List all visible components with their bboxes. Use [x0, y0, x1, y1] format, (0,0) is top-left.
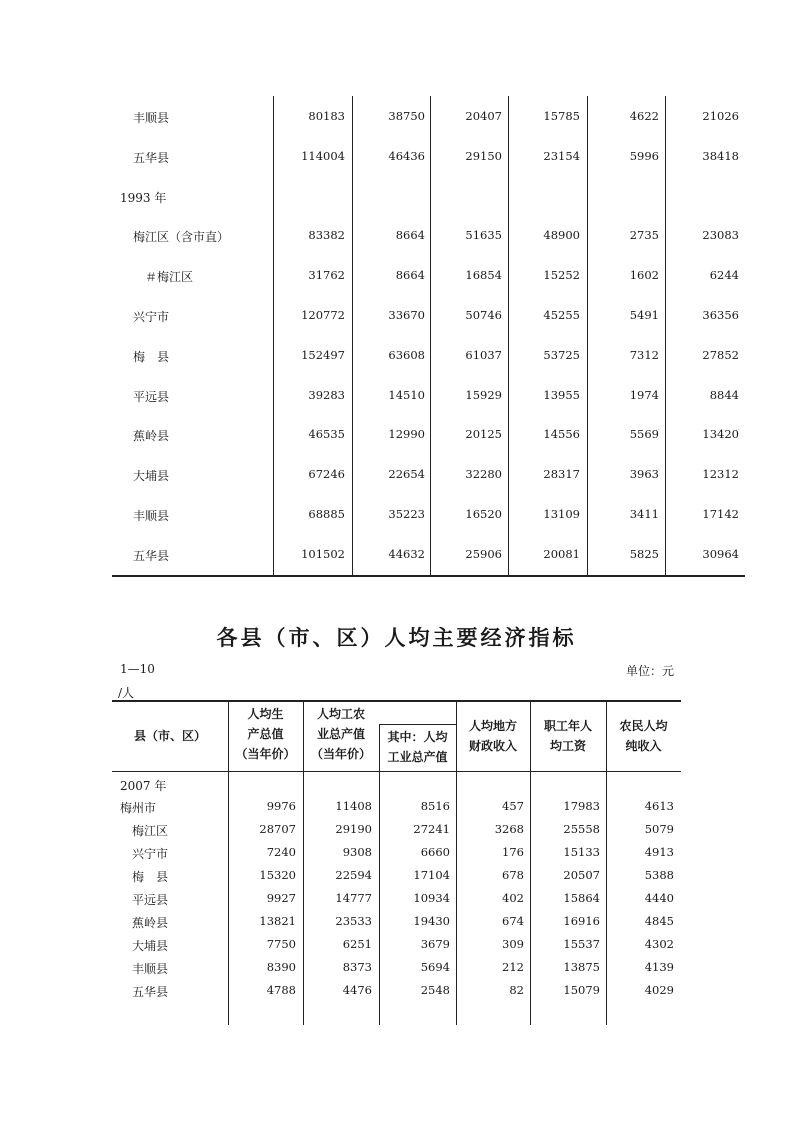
- table-cell: 4622: [629, 109, 659, 123]
- header-fiscal-line: 财政收入: [468, 739, 517, 753]
- table-cell: 32280: [465, 467, 502, 482]
- table-cell: 8664: [395, 228, 425, 243]
- table-cell: 30964: [702, 546, 739, 561]
- table-cell: 678: [502, 868, 524, 882]
- header-farmer-line: 纯收入: [625, 739, 662, 753]
- table-cell: 17983: [563, 799, 600, 813]
- table-cell: 48900: [543, 228, 580, 243]
- year-label: 2007 年: [120, 779, 167, 793]
- row-label: 蕉岭县: [132, 916, 169, 930]
- table-cell: 63608: [388, 347, 425, 362]
- table-cell: 101502: [301, 546, 345, 561]
- table-cell: 21026: [702, 109, 739, 123]
- row-label: 丰顺县: [133, 509, 170, 523]
- table-cell: 15785: [543, 109, 580, 123]
- table-cell: 176: [502, 845, 524, 859]
- table-cell: 14556: [543, 427, 580, 442]
- column-rule: [508, 96, 509, 575]
- table-cell: 67246: [308, 467, 345, 482]
- table-cell: 5388: [644, 868, 674, 882]
- header-bottom-rule: [112, 771, 681, 772]
- header-sub-rule: [379, 724, 456, 725]
- table-cell: 3268: [494, 822, 524, 836]
- row-label: 梅州市: [120, 801, 157, 815]
- table-cell: 23154: [543, 148, 580, 163]
- table-cell: 53725: [543, 347, 580, 362]
- row-label: 五华县: [133, 150, 170, 165]
- table-cell: 6244: [709, 268, 739, 283]
- table-number: 1—10: [120, 662, 155, 676]
- table-cell: 39283: [308, 387, 345, 402]
- row-label: 梅 县: [132, 870, 169, 884]
- header-wage-line: 职工年人: [543, 719, 592, 733]
- table-cell: 27241: [413, 822, 450, 836]
- table-cell: 1602: [629, 268, 659, 283]
- table-cell: 4029: [644, 983, 674, 997]
- table-cell: 4913: [644, 845, 674, 859]
- table-cell: 4788: [266, 983, 296, 997]
- row-label: 丰顺县: [133, 111, 170, 125]
- table-cell: 4613: [644, 799, 674, 813]
- table-cell: 82: [509, 983, 524, 997]
- table-cell: 23083: [702, 228, 739, 243]
- table-cell: 8664: [395, 268, 425, 283]
- header-county: 县（市、区）: [133, 729, 206, 743]
- header-farmer-line: 农民人均: [619, 719, 668, 733]
- table-cell: 20125: [465, 427, 502, 442]
- table-cell: 16854: [465, 268, 502, 283]
- table-bottom-rule: [112, 575, 745, 577]
- table-top-rule: [112, 700, 681, 702]
- table-cell: 27852: [702, 347, 739, 362]
- row-label: 兴宁市: [132, 847, 169, 861]
- table-cell: 31762: [308, 268, 345, 283]
- table-cell: 25906: [465, 546, 502, 561]
- table-cell: 51635: [465, 228, 502, 243]
- table-cell: 457: [502, 799, 524, 813]
- section-title: 各县（市、区）人均主要经济指标: [216, 626, 577, 650]
- table-cell: 15929: [465, 387, 502, 402]
- table-cell: 2735: [629, 228, 659, 243]
- table-cell: 44632: [388, 546, 425, 561]
- table-cell: 29150: [465, 148, 502, 163]
- table-cell: 6660: [420, 845, 450, 859]
- table-cell: 212: [502, 960, 524, 974]
- header-industrial: [379, 727, 456, 767]
- header-gdp: [228, 704, 303, 764]
- table-cell: 29190: [335, 822, 372, 836]
- table-cell: 309: [502, 937, 524, 951]
- table-cell: 20507: [563, 868, 600, 882]
- table-cell: 17142: [702, 507, 739, 521]
- column-rule: [587, 96, 588, 575]
- column-rule: [430, 96, 431, 575]
- table-cell: 50746: [465, 308, 502, 322]
- table-cell: 68885: [308, 507, 345, 521]
- header-wage-line: 均工资: [549, 739, 586, 753]
- header-agri-ind: [303, 704, 379, 764]
- table-cell: 2548: [420, 983, 450, 997]
- table-cell: 13955: [543, 387, 580, 402]
- header-wage: [530, 716, 606, 756]
- table-cell: 11408: [335, 799, 372, 813]
- table-cell: 13420: [702, 427, 739, 442]
- table-cell: 17104: [413, 868, 450, 882]
- table-cell: 3963: [629, 467, 659, 482]
- header-fiscal: [456, 716, 530, 756]
- table-cell: 3411: [629, 507, 659, 521]
- header-industrial-line: 工业总产值: [387, 750, 448, 764]
- column-rule: [352, 96, 353, 575]
- table-cell: 19430: [413, 914, 450, 928]
- header-agri-ind-line: （当年价）: [310, 747, 371, 761]
- table-cell: 46436: [388, 148, 425, 163]
- row-label: 兴宁市: [133, 310, 170, 324]
- table-cell: 15320: [259, 868, 296, 882]
- header-agri-ind-line: 人均工农: [316, 707, 365, 721]
- row-label: 五华县: [133, 548, 170, 563]
- table-cell: 5825: [629, 546, 659, 561]
- table-cell: 14510: [388, 387, 425, 402]
- table-cell: 3679: [420, 937, 450, 951]
- row-label: 蕉岭县: [133, 429, 170, 444]
- table-cell: 80183: [308, 109, 345, 123]
- table-cell: 4139: [644, 960, 674, 974]
- row-label: 平远县: [132, 893, 169, 907]
- row-label: 梅 县: [133, 349, 170, 364]
- table-cell: 33670: [388, 308, 425, 322]
- table-cell: 25558: [563, 822, 600, 836]
- header-fiscal-line: 人均地方: [468, 719, 517, 733]
- header-industrial-line: 其中：人均: [387, 730, 448, 744]
- row-label: 梅江区（含市直）: [133, 230, 230, 245]
- table-cell: 1974: [629, 387, 659, 402]
- table-cell: 8516: [420, 799, 450, 813]
- table-cell: 152497: [301, 347, 345, 362]
- table-cell: 13109: [543, 507, 580, 521]
- table-cell: 674: [502, 914, 524, 928]
- table-cell: 4302: [644, 937, 674, 951]
- table-cell: 20407: [465, 109, 502, 123]
- table-cell: 8390: [266, 960, 296, 974]
- table-cell: 14777: [335, 891, 372, 905]
- table-cell: 120772: [301, 308, 345, 322]
- table-cell: 9308: [342, 845, 372, 859]
- table-cell: 15079: [563, 983, 600, 997]
- unit-suffix: /人: [118, 686, 135, 700]
- header-gdp-line: （当年价）: [235, 747, 296, 761]
- table-cell: 46535: [308, 427, 345, 442]
- table-cell: 6251: [342, 937, 372, 951]
- table-cell: 10934: [413, 891, 450, 905]
- table-cell: 8373: [342, 960, 372, 974]
- table-cell: 114004: [301, 148, 345, 163]
- table-cell: 12312: [702, 467, 739, 482]
- table-cell: 5569: [629, 427, 659, 442]
- table-cell: 83382: [308, 228, 345, 243]
- table-cell: 38418: [702, 148, 739, 163]
- table-cell: 16520: [465, 507, 502, 521]
- table-cell: 4845: [644, 914, 674, 928]
- column-rule: [665, 96, 666, 575]
- table-cell: 5996: [629, 148, 659, 163]
- table-cell: 13821: [259, 914, 296, 928]
- header-gdp-line: 产总值: [247, 727, 284, 741]
- header-farmer: [606, 716, 681, 756]
- table-cell: 4440: [644, 891, 674, 905]
- table-cell: 4476: [342, 983, 372, 997]
- unit-label: 单位：元: [626, 664, 675, 678]
- row-label: 大埔县: [132, 939, 169, 953]
- table-cell: 45255: [543, 308, 580, 322]
- table-cell: 5491: [629, 308, 659, 322]
- header-gdp-line: 人均生: [247, 707, 284, 721]
- row-label: 五华县: [132, 985, 169, 999]
- row-label: 梅江区: [132, 824, 169, 838]
- row-label: 丰顺县: [132, 962, 169, 976]
- table-cell: 16916: [563, 914, 600, 928]
- table-cell: 23533: [335, 914, 372, 928]
- table-cell: 15537: [563, 937, 600, 951]
- table-cell: 38750: [388, 109, 425, 123]
- table-cell: 20081: [543, 546, 580, 561]
- table-cell: 5079: [644, 822, 674, 836]
- table-cell: 15133: [563, 845, 600, 859]
- row-label: ＃梅江区: [145, 270, 194, 285]
- header-agri-ind-line: 业总产值: [316, 727, 365, 741]
- row-label: 1993 年: [120, 190, 167, 205]
- table-cell: 7312: [629, 347, 659, 362]
- column-rule: [273, 96, 274, 575]
- table-cell: 61037: [465, 347, 502, 362]
- table-cell: 9927: [266, 891, 296, 905]
- table-cell: 36356: [702, 308, 739, 322]
- table-cell: 13875: [563, 960, 600, 974]
- row-label: 大埔县: [133, 469, 170, 484]
- table-cell: 5694: [420, 960, 450, 974]
- table-cell: 12990: [388, 427, 425, 442]
- table-cell: 8844: [709, 387, 739, 402]
- table-cell: 28317: [543, 467, 580, 482]
- table-cell: 402: [502, 891, 524, 905]
- table-cell: 22654: [388, 467, 425, 482]
- table-cell: 15252: [543, 268, 580, 283]
- table-cell: 28707: [259, 822, 296, 836]
- table-cell: 15864: [563, 891, 600, 905]
- table-cell: 22594: [335, 868, 372, 882]
- row-label: 平远县: [133, 389, 170, 404]
- table-cell: 9976: [266, 799, 296, 813]
- table-cell: 7750: [266, 937, 296, 951]
- table-cell: 7240: [266, 845, 296, 859]
- table-cell: 35223: [388, 507, 425, 521]
